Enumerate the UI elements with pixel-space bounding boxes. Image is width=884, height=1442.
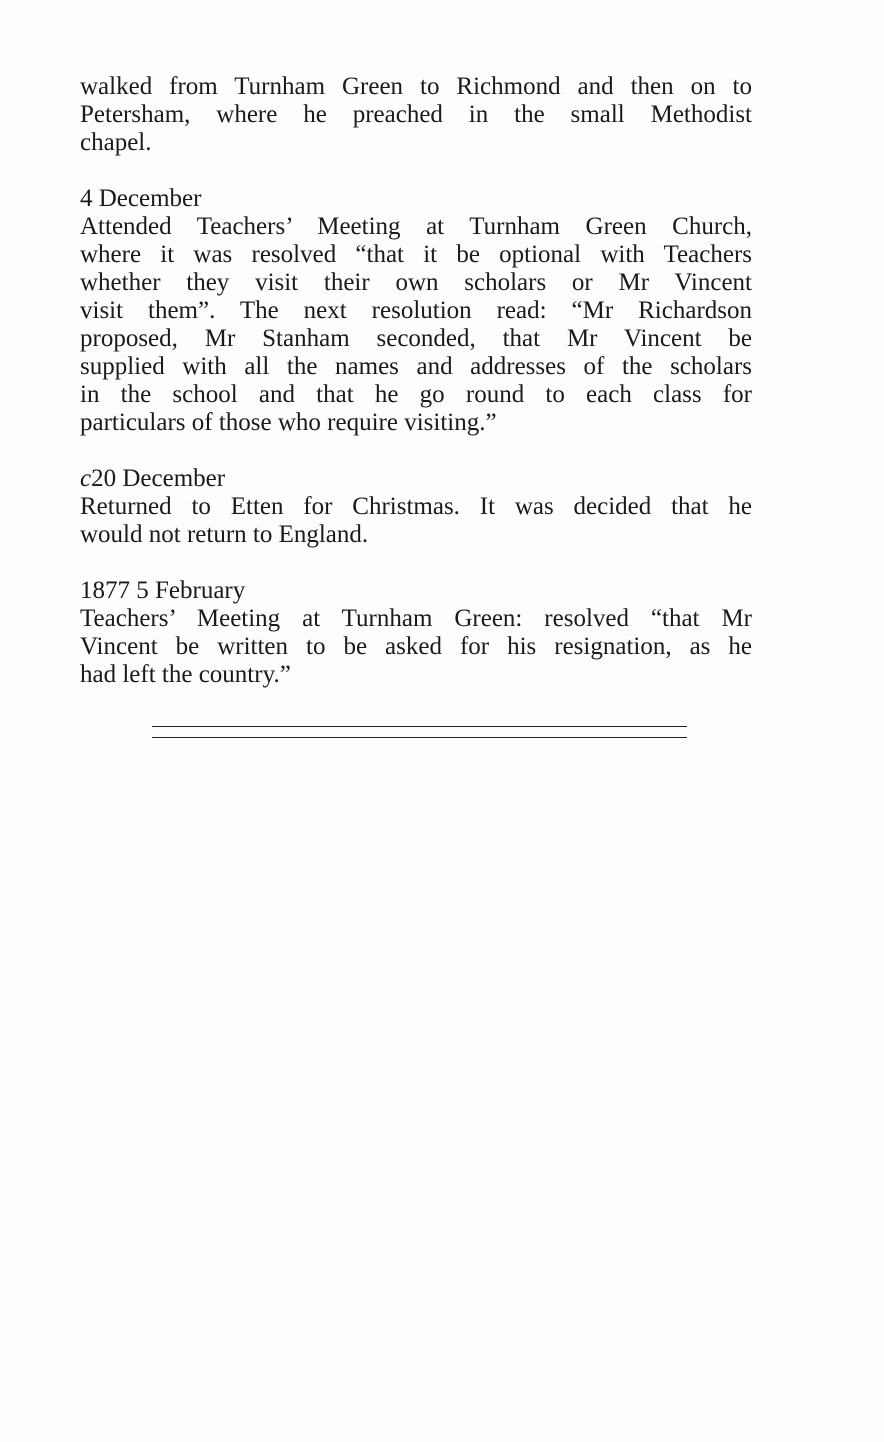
text-line: had left the country.” xyxy=(80,661,291,688)
intro-paragraph xyxy=(80,73,752,157)
text-line: Vincent be written to be asked for his resignation, as he xyxy=(80,633,752,660)
text-line: whether they visit their own scholars or Mr Vincent xyxy=(80,269,752,296)
text-line: where it was resolved “that it be optional with Teachers xyxy=(80,241,752,268)
text-line: visit them”. The next resolution read: “Mr Richardson xyxy=(80,297,752,324)
entry-4-december xyxy=(80,185,752,437)
page-text xyxy=(80,73,752,689)
entry-date: c20 December xyxy=(80,465,226,492)
text-line: proposed, Mr Stanham seconded, that Mr Vincent be xyxy=(80,325,752,352)
text-line: walked from Turnham Green to Richmond and then on to xyxy=(80,73,752,100)
double-rule-top xyxy=(152,726,687,727)
text-line: in the school and that he go round to each class for xyxy=(80,381,752,408)
entry-date: 4 December xyxy=(80,185,202,212)
entry-1877-5-february xyxy=(80,577,752,689)
double-rule-bottom xyxy=(152,737,687,738)
text-line: would not return to England. xyxy=(80,521,369,548)
entry-c20-december xyxy=(80,465,752,549)
text-line: chapel. xyxy=(80,129,152,156)
text-line: Petersham, where he preached in the small Methodist xyxy=(80,101,752,128)
text-line: particulars of those who require visiting.” xyxy=(80,409,497,436)
text-line: supplied with all the names and addresses of the scholars xyxy=(80,353,752,380)
text-line: Attended Teachers’ Meeting at Turnham Green Church, xyxy=(80,213,752,240)
text-line: Returned to Etten for Christmas. It was decided that he xyxy=(80,493,752,520)
text-line: Teachers’ Meeting at Turnham Green: resolved “that Mr xyxy=(80,605,752,632)
entry-date: 1877 5 February xyxy=(80,577,246,604)
